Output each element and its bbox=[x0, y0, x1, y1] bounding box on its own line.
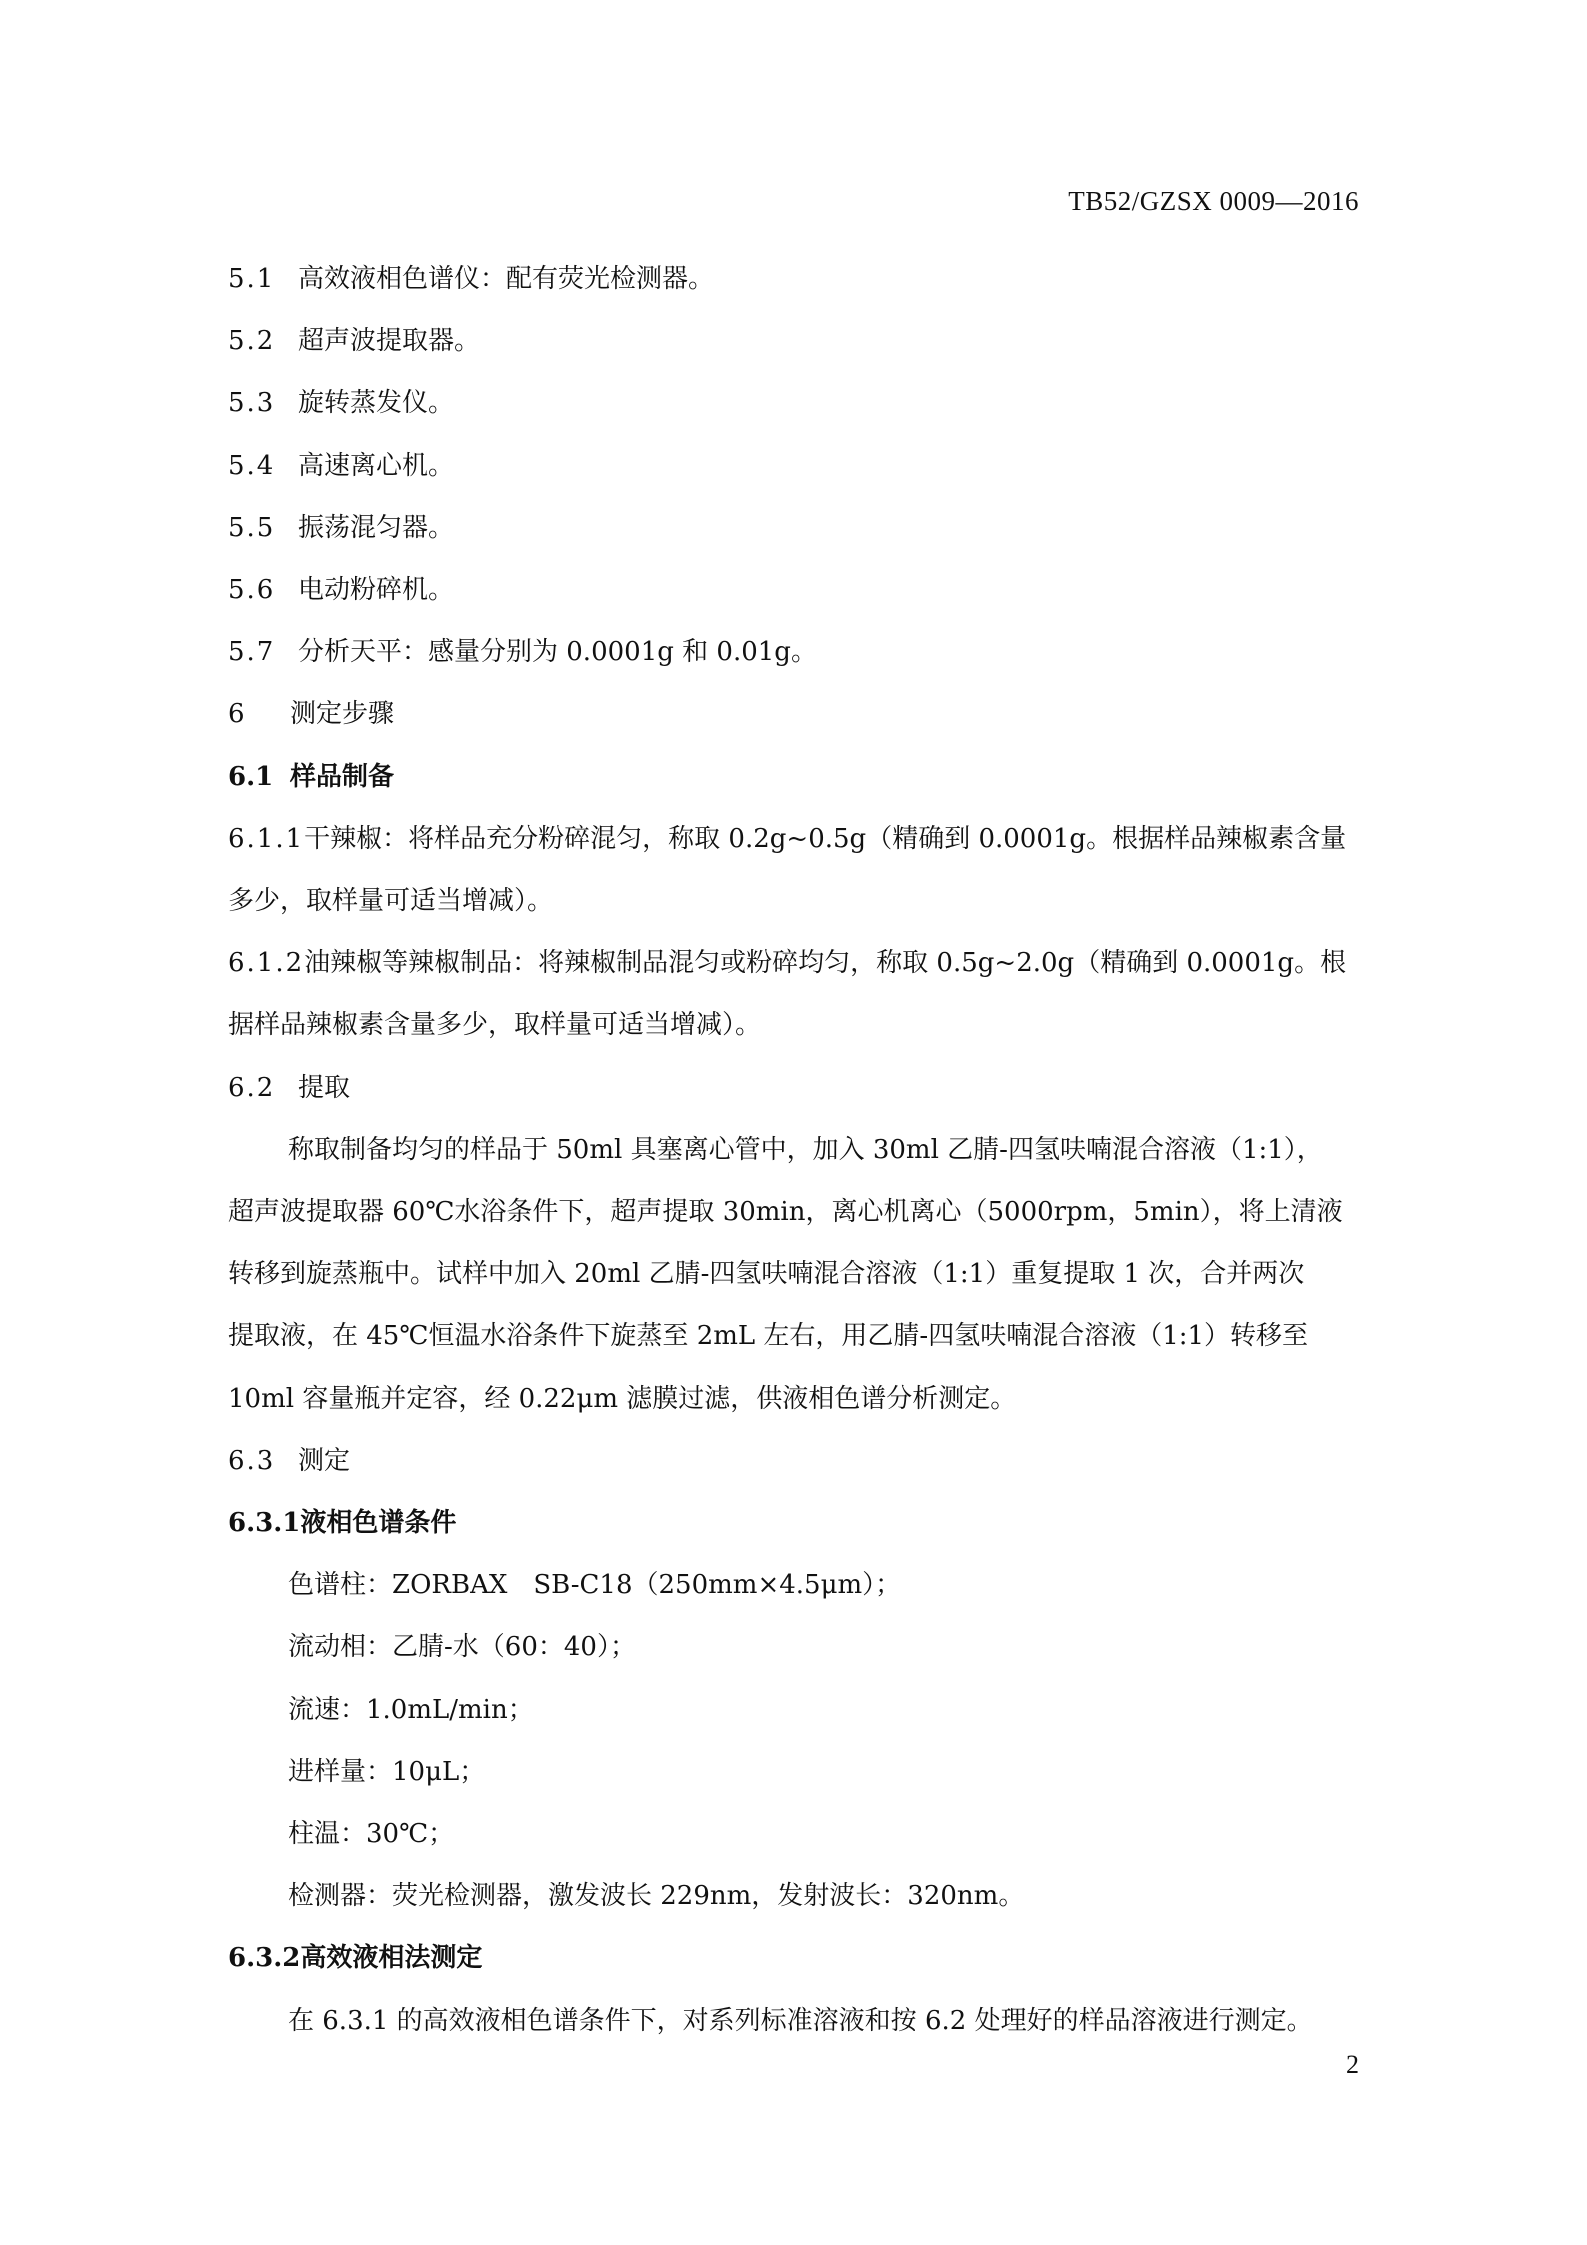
clause-text: 油辣椒等辣椒制品：将辣椒制品混匀或粉碎均匀，称取 0.5g~2.0g（精确到 0.0001g。根 bbox=[304, 948, 1347, 979]
section-number: 6.1 bbox=[228, 761, 274, 792]
clause-6-1-1 bbox=[228, 808, 1368, 870]
paragraph-text: 转移到旋蒸瓶中。试样中加入 20ml 乙腈-四氢呋喃混合溶液（1:1）重复提取 1 次，合并两次 bbox=[228, 1259, 1305, 1290]
clause-text: 高效液相色谱仪：配有荧光检测器。 bbox=[298, 264, 715, 294]
item-5-6 bbox=[228, 559, 1368, 621]
item-5-5 bbox=[228, 497, 1368, 559]
condition-text: 色谱柱：ZORBAX SB-C18（250mm×4.5μm）； bbox=[288, 1570, 902, 1601]
clause-number: 6.1.1 bbox=[228, 823, 305, 854]
condition-text: 检测器：荧光检测器，激发波长 229nm，发射波长：320nm。 bbox=[288, 1881, 1025, 1912]
clause-text: 多少，取样量可适当增减）。 bbox=[228, 886, 554, 917]
clause-6-1-2 bbox=[228, 932, 1368, 994]
condition-column-temperature bbox=[228, 1803, 1368, 1865]
clause-number: 5.4 bbox=[228, 450, 276, 481]
section-number: 6.3 bbox=[228, 1445, 276, 1476]
clause-number: 5.3 bbox=[228, 388, 276, 419]
item-5-2 bbox=[228, 310, 1368, 372]
section-title: 提取 bbox=[298, 1072, 351, 1103]
condition-flow-rate bbox=[228, 1679, 1368, 1741]
extraction-paragraph-line-5 bbox=[228, 1368, 1368, 1430]
section-title: 高效液相法测定 bbox=[300, 1943, 483, 1974]
condition-detector bbox=[228, 1865, 1368, 1927]
section-6-3-1-heading bbox=[228, 1492, 1368, 1554]
section-title: 测定步骤 bbox=[290, 699, 395, 730]
document-id-header: TB52/GZSX 0009—2016 bbox=[1068, 186, 1359, 216]
condition-text: 流速：1.0mL/min； bbox=[288, 1694, 534, 1725]
section-number: 6 bbox=[228, 699, 245, 730]
clause-text: 电动粉碎机。 bbox=[298, 575, 455, 606]
condition-text: 流动相：乙腈-水（60：40）； bbox=[288, 1632, 636, 1663]
section-number: 6.3.2 bbox=[228, 1943, 301, 1974]
item-5-4 bbox=[228, 435, 1368, 497]
extraction-paragraph-line-4 bbox=[228, 1305, 1368, 1367]
clause-number: 6.1.2 bbox=[228, 948, 305, 979]
clause-text: 高速离心机。 bbox=[298, 450, 455, 481]
clause-number: 5.7 bbox=[228, 637, 276, 668]
condition-column bbox=[228, 1554, 1368, 1616]
section-6-1-heading bbox=[228, 746, 1368, 808]
item-5-1 bbox=[228, 248, 1368, 310]
paragraph-text: 称取制备均匀的样品于 50ml 具塞离心管中，加入 30ml 乙腈-四氢呋喃混合溶液（1:1）， bbox=[288, 1134, 1323, 1165]
clause-text: 旋转蒸发仪。 bbox=[298, 388, 455, 419]
clause-number: 5.6 bbox=[228, 575, 276, 606]
paragraph-text: 超声波提取器 60℃水浴条件下，超声提取 30min，离心机离心（5000rpm，5min），将上清液 bbox=[228, 1197, 1343, 1228]
section-number: 6.3.1 bbox=[228, 1508, 301, 1539]
section-6-heading bbox=[228, 683, 1368, 745]
clause-text: 分析天平：感量分别为 0.0001g 和 0.01g。 bbox=[298, 637, 817, 668]
condition-text: 柱温：30℃； bbox=[288, 1819, 455, 1850]
section-6-2-heading bbox=[228, 1057, 1368, 1119]
hplc-measurement-paragraph bbox=[228, 1990, 1368, 2052]
paragraph-text: 提取液，在 45℃恒温水浴条件下旋蒸至 2mL 左右，用乙腈-四氢呋喃混合溶液（1:1）转移至 bbox=[228, 1321, 1309, 1352]
section-6-3-2-heading bbox=[228, 1927, 1368, 1989]
item-5-7 bbox=[228, 621, 1368, 683]
clause-6-1-1-cont bbox=[228, 870, 1368, 932]
section-title: 液相色谱条件 bbox=[300, 1508, 457, 1539]
clause-text: 据样品辣椒素含量多少，取样量可适当增减）。 bbox=[228, 1010, 762, 1041]
section-title: 样品制备 bbox=[290, 761, 395, 792]
document-body bbox=[228, 248, 1368, 2052]
clause-text: 超声波提取器。 bbox=[298, 326, 481, 357]
clause-number: 5.2 bbox=[228, 326, 276, 357]
clause-number: 5.5 bbox=[228, 512, 276, 543]
condition-injection-volume bbox=[228, 1741, 1368, 1803]
section-6-3-heading bbox=[228, 1430, 1368, 1492]
clause-6-1-2-cont bbox=[228, 994, 1368, 1056]
extraction-paragraph-line-3 bbox=[228, 1243, 1368, 1305]
extraction-paragraph-line-2 bbox=[228, 1181, 1368, 1243]
condition-text: 进样量：10μL； bbox=[288, 1756, 486, 1787]
paragraph-text: 10ml 容量瓶并定容，经 0.22μm 滤膜过滤，供液相色谱分析测定。 bbox=[228, 1383, 1017, 1414]
clause-text: 振荡混匀器。 bbox=[298, 512, 455, 543]
item-5-3 bbox=[228, 372, 1368, 434]
section-number: 6.2 bbox=[228, 1072, 276, 1103]
page-number: 2 bbox=[1346, 2050, 1359, 2079]
extraction-paragraph-line-1 bbox=[228, 1119, 1368, 1181]
condition-mobile-phase bbox=[228, 1616, 1368, 1678]
section-title: 测定 bbox=[298, 1445, 351, 1476]
clause-number: 5.1 bbox=[228, 264, 276, 294]
paragraph-text: 在 6.3.1 的高效液相色谱条件下，对系列标准溶液和按 6.2 处理好的样品溶液进行测定。 bbox=[288, 2005, 1313, 2036]
clause-text: 干辣椒：将样品充分粉碎混匀，称取 0.2g~0.5g（精确到 0.0001g。根据样品辣椒素含量 bbox=[304, 823, 1347, 854]
